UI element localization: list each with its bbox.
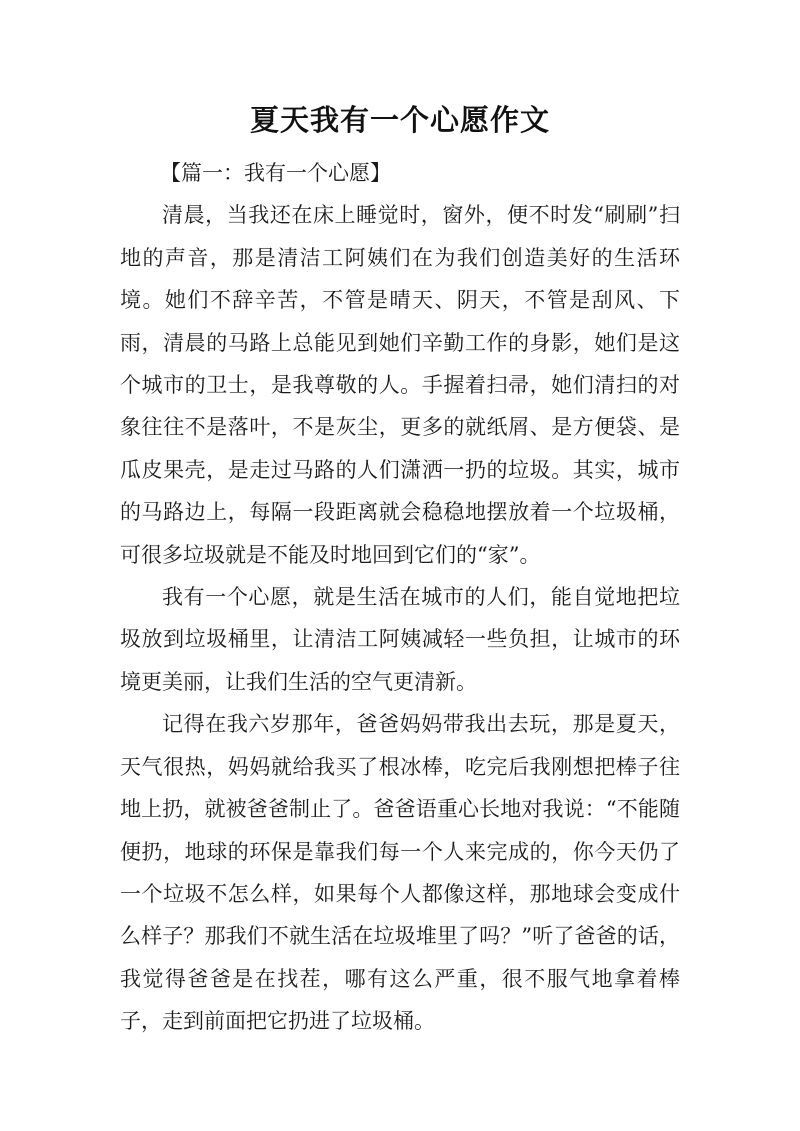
- paragraph-2: 我有一个心愿，就是生活在城市的人们，能自觉地把垃圾放到垃圾桶里，让清洁工阿姨减轻一些负担，让城市的环境更美丽，让我们生活的空气更清新。: [120, 585, 680, 694]
- document-body: [120, 152, 680, 1043]
- section-heading: 【篇一：我有一个心愿】: [160, 161, 391, 185]
- paragraph-1: 清晨，当我还在床上睡觉时，窗外，便不时发“刷刷”扫地的声音，那是清洁工阿姨们在为我们创造美好的生活环境。她们不辞辛苦，不管是晴天、阴天，不管是刮风、下雨，清晨的马路上总能见到她们辛勤工作的身影，她们是这个城市的卫士，是我尊敬的人。手握着扫帚，她们清扫的对象往往不是落叶，不是灰尘，更多的就纸屑、是方便袋、是瓜皮果壳，是走过马路的人们潇洒一扔的垃圾。其实，城市的马路边上，每隔一段距离就会稳稳地摆放着一个垃圾桶，可很多垃圾就是不能及时地回到它们的“家”。: [120, 203, 680, 567]
- paragraph-3: 记得在我六岁那年，爸爸妈妈带我出去玩，那是夏天，天气很热，妈妈就给我买了根冰棒，吃完后我刚想把棒子往地上扔，就被爸爸制止了。爸爸语重心长地对我说：“不能随便扔，地球的环保是靠我们每一个人来完成的，你今天仍了一个垃圾不怎么样，如果每个人都像这样，那地球会变成什么样子？那我们不就生活在垃圾堆里了吗？”听了爸爸的话，我觉得爸爸是在找茬，哪有这么严重，很不服气地拿着棒子，走到前面把它扔进了垃圾桶。: [120, 712, 680, 1034]
- document-title: 夏天我有一个心愿作文: [249, 103, 550, 137]
